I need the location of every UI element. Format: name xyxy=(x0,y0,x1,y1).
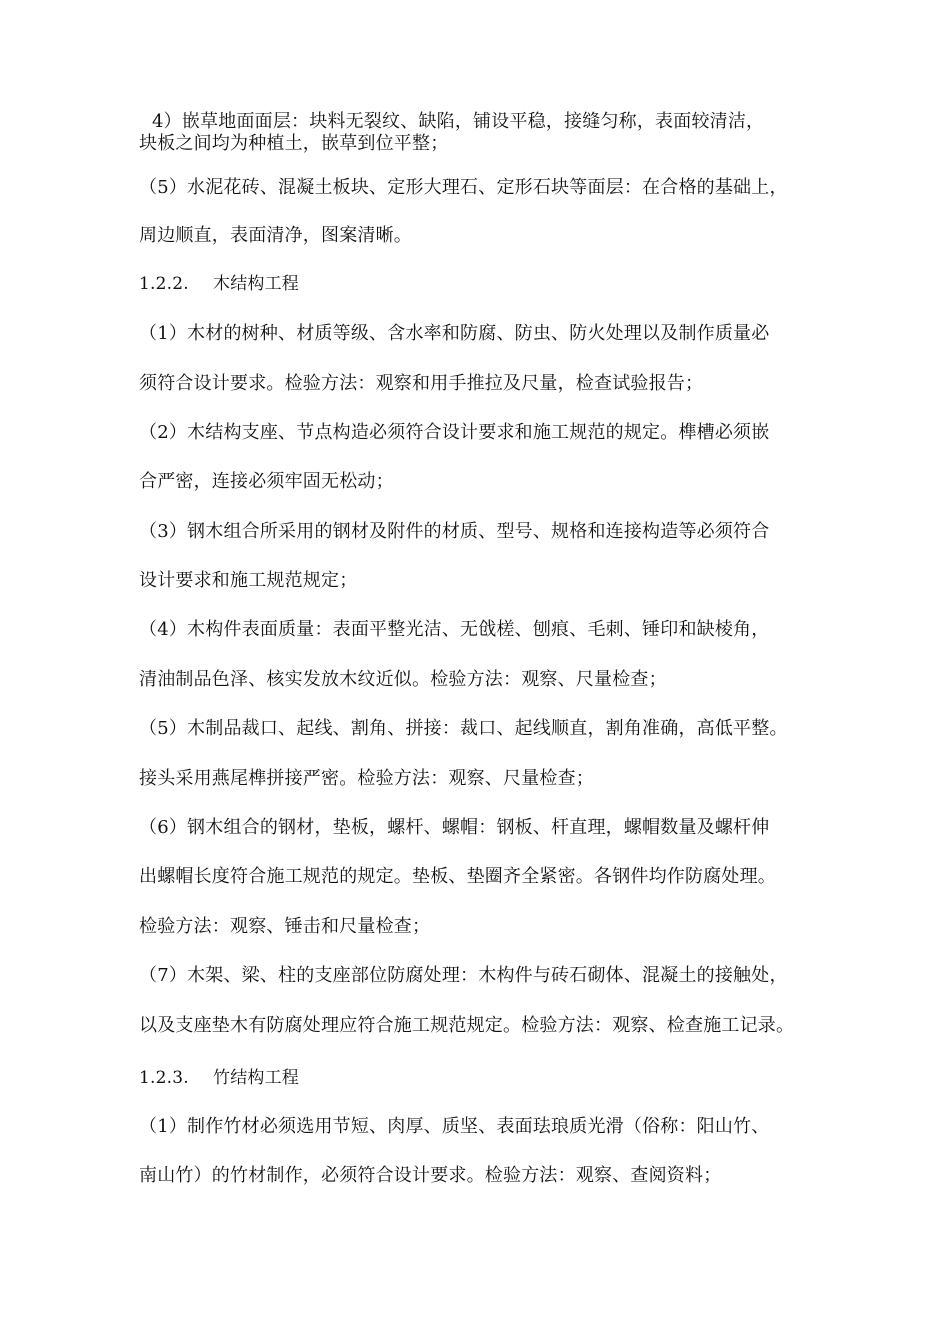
section-heading xyxy=(139,272,299,296)
paragraph-line: 出螺帽长度符合施工规范的规定。垫板、垫圈齐全紧密。各钢件均作防腐处理。 xyxy=(139,866,776,887)
paragraph-line: 块板之间均为种植土，嵌草到位平整； xyxy=(139,133,449,154)
section-number: 1.2.3. xyxy=(139,1068,189,1088)
paragraph-line: 以及支座垫木有防腐处理应符合施工规范规定。检验方法：观察、检查施工记录。 xyxy=(139,1015,795,1036)
paragraph-line: （5）水泥花砖、混凝土板块、定形大理石、定形石块等面层：在合格的基础上， xyxy=(139,177,788,198)
paragraph-line: （1）制作竹材必须选用节短、肉厚、质坚、表面珐琅质光滑（俗称：阳山竹、 xyxy=(139,1116,770,1137)
paragraph-line: （5）木制品裁口、起线、割角、拼接：裁口、起线顺直，割角准确，高低平整。 xyxy=(139,718,788,739)
paragraph-line: （1）木材的树种、材质等级、含水率和防腐、防虫、防火处理以及制作质量必 xyxy=(139,323,770,344)
section-number: 1.2.2. xyxy=(139,274,189,294)
paragraph-line: （6）钢木组合的钢材，垫板，螺杆、螺帽：钢板、杆直理，螺帽数量及螺杆伸 xyxy=(139,817,770,838)
paragraph-line: （2）木结构支座、节点构造必须符合设计要求和施工规范的规定。榫槽必须嵌 xyxy=(139,422,770,443)
paragraph-line: 清油制品色泽、核实发放木纹近似。检验方法：观察、尺量检查； xyxy=(139,669,667,690)
paragraph-line: 检验方法：观察、锤击和尺量检查； xyxy=(139,916,431,937)
paragraph-line: 须符合设计要求。检验方法：观察和用手推拉及尺量，检查试验报告； xyxy=(139,373,704,394)
section-title: 竹结构工程 xyxy=(213,1068,299,1088)
paragraph-line: 合严密，连接必须牢固无松动； xyxy=(139,471,394,492)
section-heading xyxy=(139,1066,299,1090)
paragraph-line: 接头采用燕尾榫拼接严密。检验方法：观察、尺量检查； xyxy=(139,768,594,789)
paragraph-line: 南山竹）的竹材制作，必须符合设计要求。检验方法：观察、查阅资料； xyxy=(139,1165,722,1186)
paragraph-line: 周边顺直，表面清净，图案清晰。 xyxy=(139,225,412,246)
paragraph-line: 4）嵌草地面面层：块料无裂纹、缺陷，铺设平稳，接缝匀称，表面较清洁， xyxy=(152,111,765,132)
paragraph-line: （3）钢木组合所采用的钢材及附件的材质、型号、规格和连接构造等必须符合 xyxy=(139,521,770,542)
paragraph-line: （7）木架、梁、柱的支座部位防腐处理：木构件与砖石砌体、混凝土的接触处， xyxy=(139,965,788,986)
paragraph-line: （4）木构件表面质量：表面平整光洁、无戗槎、刨痕、毛刺、锤印和缺棱角， xyxy=(139,619,770,640)
paragraph-line: 设计要求和施工规范规定； xyxy=(139,570,358,591)
section-title: 木结构工程 xyxy=(213,274,299,294)
